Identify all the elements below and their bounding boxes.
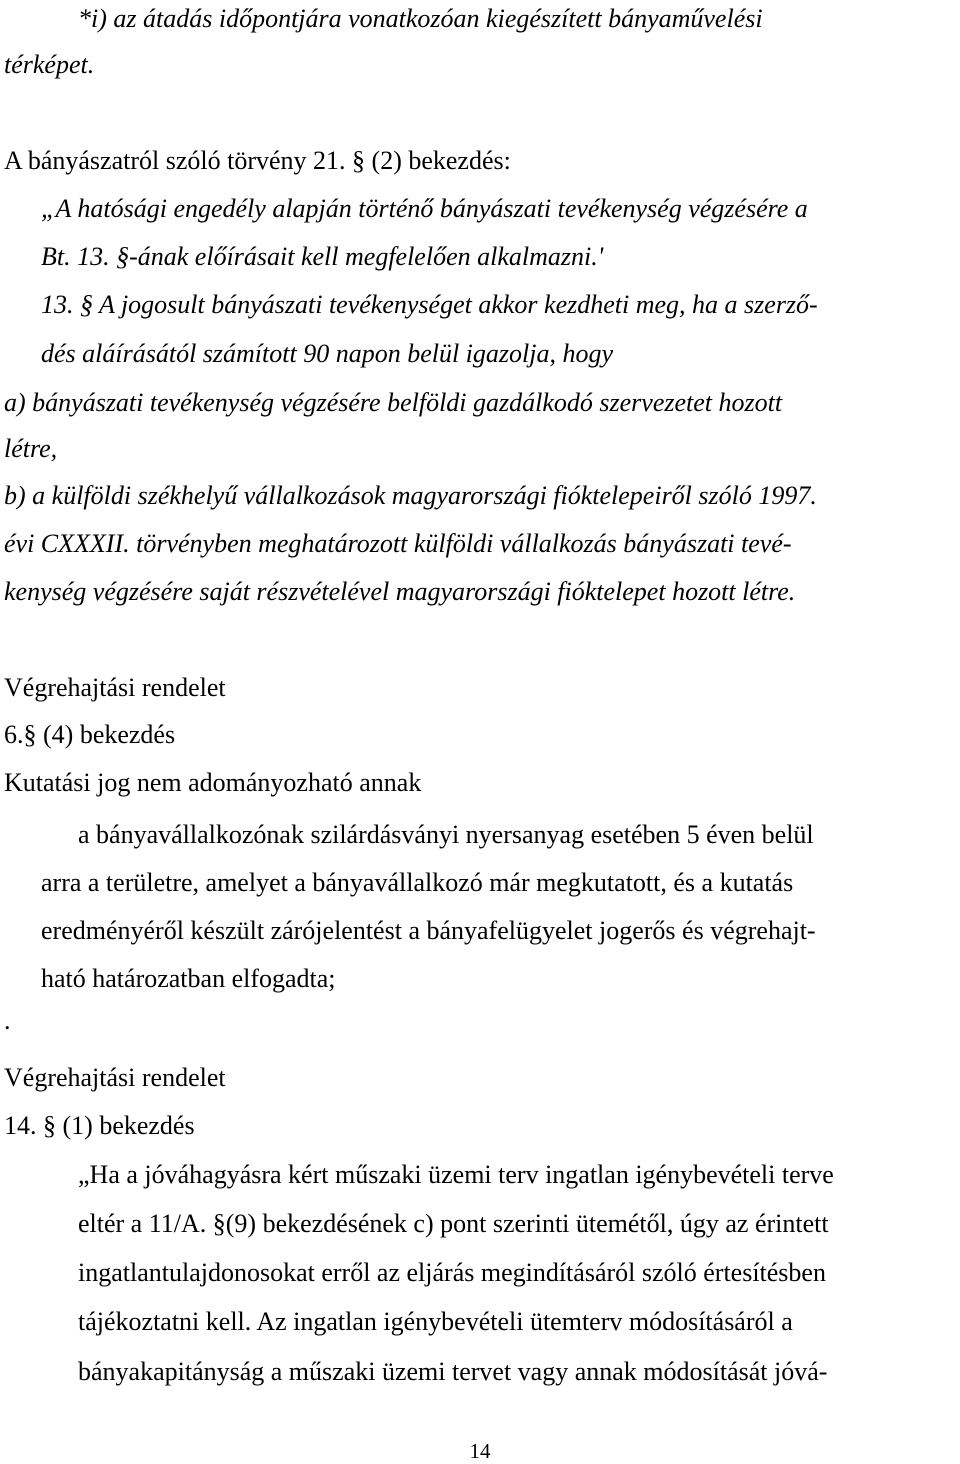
text-line: létre, bbox=[4, 434, 58, 463]
text-line: bányakapitányság a műszaki üzemi tervet vagy annak módosítását jóvá- bbox=[78, 1357, 828, 1386]
text-line: a) bányászati tevékenység végzésére belföldi gazdálkodó szervezetet hozott bbox=[4, 388, 783, 417]
text-line: dés aláírásától számított 90 napon belül igazolja, hogy bbox=[41, 339, 614, 368]
text-line: tájékoztatni kell. Az ingatlan igénybevételi ütemterv módosításáról a bbox=[78, 1307, 793, 1336]
text-line: „Ha a jóváhagyásra kért műszaki üzemi terv ingatlan igénybevételi terve bbox=[78, 1160, 834, 1189]
text-line: kenység végzésére saját részvételével magyarországi fióktelepet hozott létre. bbox=[4, 577, 796, 606]
text-line: ingatlantulajdonosokat erről az eljárás megindításáról szóló értesítésben bbox=[78, 1258, 826, 1287]
text-line: Kutatási jog nem adományozható annak bbox=[4, 768, 422, 797]
text-line: ható határozatban elfogadta; bbox=[41, 964, 336, 993]
text-line: 13. § A jogosult bányászati tevékenységet akkor kezdheti meg, ha a szerző- bbox=[41, 290, 818, 319]
text-line: évi CXXXII. törvényben meghatározott külföldi vállalkozás bányászati tevé- bbox=[4, 529, 792, 558]
page-number: 14 bbox=[469, 1439, 491, 1463]
text-line: arra a területre, amelyet a bányavállalkozó már megkutatott, és a kutatás bbox=[41, 868, 794, 897]
section-heading: Végrehajtási rendelet bbox=[4, 1063, 226, 1092]
bullet-mark: . bbox=[4, 1006, 11, 1035]
text-line: *i) az átadás időpontjára vonatkozóan kiegészített bányaművelési bbox=[78, 4, 763, 33]
section-heading: Végrehajtási rendelet bbox=[4, 673, 226, 702]
text-line: 6.§ (4) bekezdés bbox=[4, 720, 176, 749]
text-line: térképet. bbox=[4, 50, 95, 79]
text-line: Bt. 13. §-ának előírásait kell megfelelően alkalmazni.' bbox=[41, 242, 604, 271]
text-line: a bányavállalkozónak szilárdásványi nyersanyag esetében 5 éven belül bbox=[78, 820, 814, 849]
text-line: A bányászatról szóló törvény 21. § (2) bekezdés: bbox=[4, 146, 511, 175]
text-line: eredményéről készült zárójelentést a bányafelügyelet jogerős és végrehajt- bbox=[41, 916, 816, 945]
text-line: b) a külföldi székhelyű vállalkozások magyarországi fióktelepeiről szóló 1997. bbox=[4, 481, 817, 510]
text-line: eltér a 11/A. §(9) bekezdésének c) pont szerinti ütemétől, úgy az érintett bbox=[78, 1209, 829, 1238]
text-line: „A hatósági engedély alapján történő bányászati tevékenység végzésére a bbox=[41, 194, 808, 223]
text-line: 14. § (1) bekezdés bbox=[4, 1111, 195, 1140]
